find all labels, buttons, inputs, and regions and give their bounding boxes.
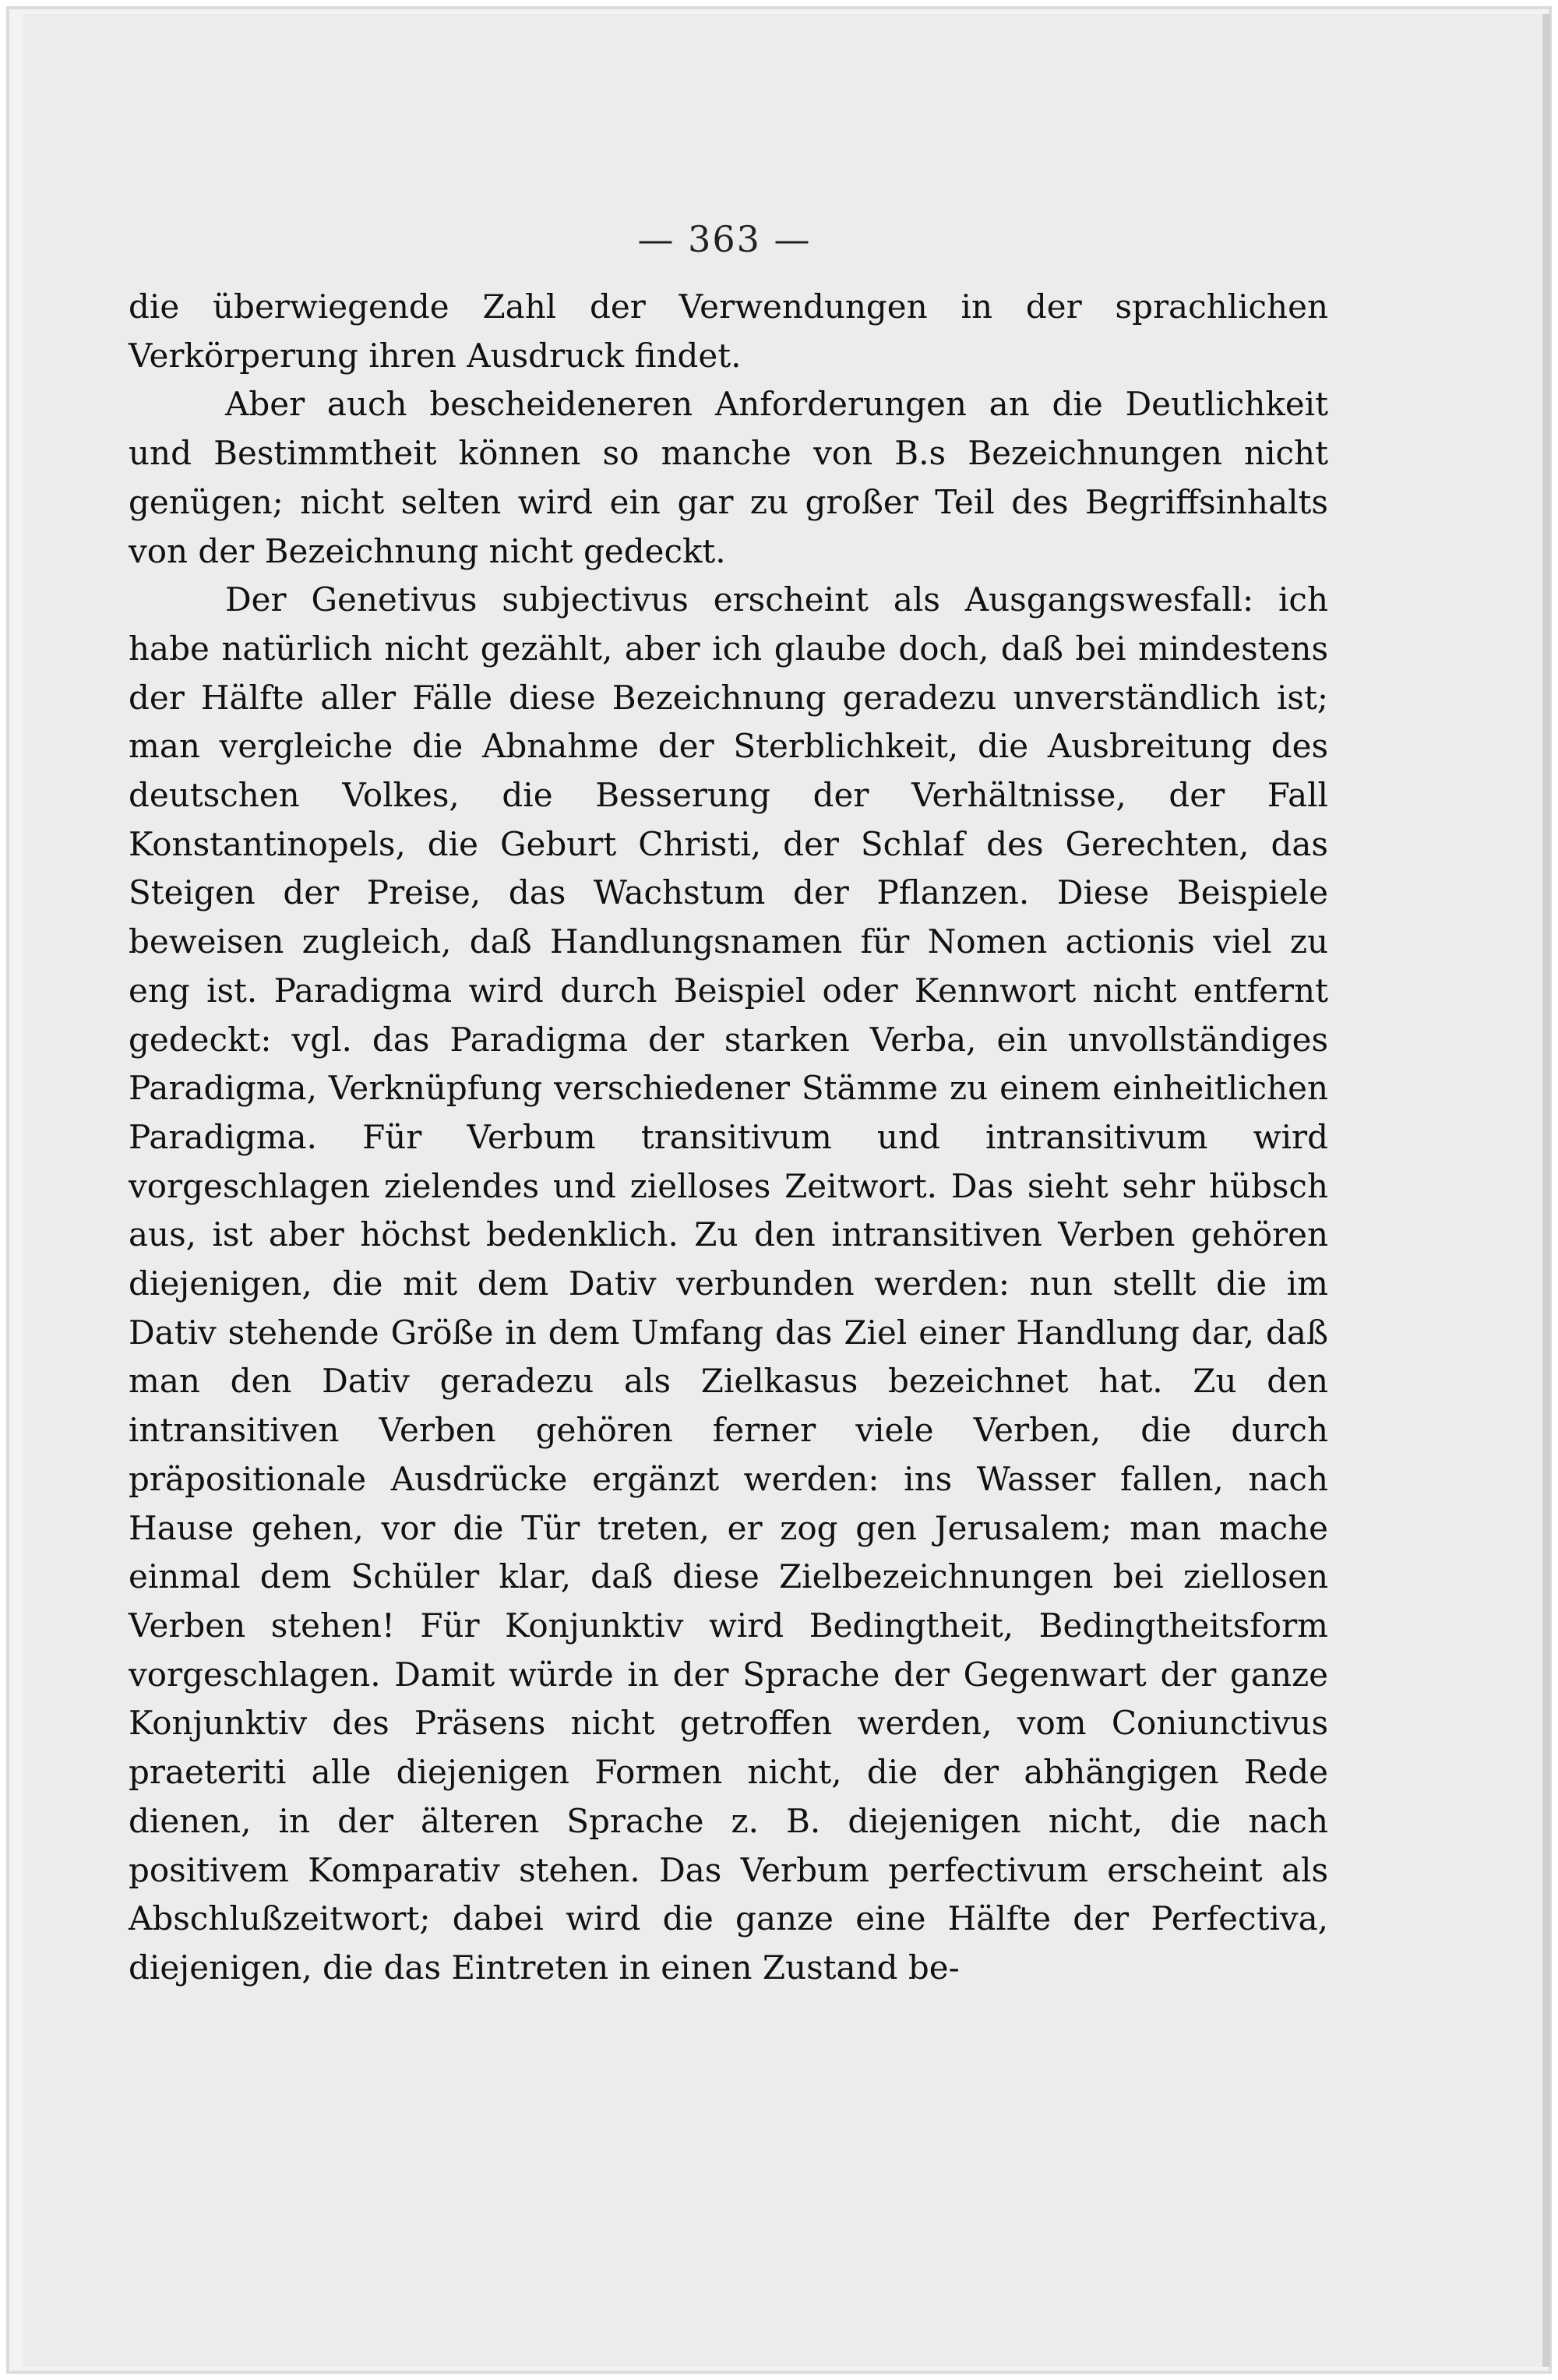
paragraph-3: Der Genetivus subjectivus erscheint als Ausgangswesfall: ich habe natürlich nicht gezählt, aber ich glaube doch, daß bei mindestens der Hälfte aller Fälle diese Bezeichnung geradezu unverständlich ist; man vergleiche die Abnahme der Sterblichkeit, die Ausbreitung des deutschen Volkes, die Besserung der Verhältnisse, der Fall Konstantinopels, die Geburt Christi, der Schlaf des Gerechten, das Steigen der Preise, das Wachstum der Pflanzen. Diese Beispiele beweisen zugleich, daß Handlungsnamen für Nomen actionis viel zu eng ist. Paradigma wird durch Beispiel oder Kennwort nicht entfernt gedeckt: vgl. das Paradigma der starken Verba, ein unvollständiges Paradigma, Verknüpfung verschiedener Stämme zu einem einheitlichen Paradigma. Für Verbum transitivum und intransitivum wird vorgeschlagen zielendes und zielloses Zeitwort. Das sieht sehr hübsch aus, ist aber höchst bedenklich. Zu den intransitiven Verben gehören diejenigen, die mit dem Dativ verbunden werden: nun stellt die im Dativ stehende Größe in dem Umfang das Ziel einer Handlung dar, daß man den Dativ geradezu als Zielkasus bezeichnet hat. Zu den intransitiven Verben gehören ferner viele Verben, die durch präpositionale Ausdrücke ergänzt werden: ins Wasser fallen, nach Hause gehen, vor die Tür treten, er zog gen Jerusalem; man mache einmal dem Schüler klar, daß diese Zielbezeichnungen bei ziellosen Verben stehen! Für Konjunktiv wird Bedingtheit, Bedingtheitsform vorgeschlagen. Damit würde in der Sprache der Gegenwart der ganze Konjunktiv des Präsens nicht getroffen werden, vom Coniunctivus praeteriti alle diejenigen Formen nicht, die der abhängigen Rede dienen, in der älteren Sprache z. B. diejenigen nicht, die nach positivem Komparativ stehen. Das Verbum perfectivum erscheint als Abschlußzeitwort; dabei wird die ganze eine Hälfte der Perfectiva, diejenigen, die das Eintreten in einen Zustand be- [129, 580, 1328, 1987]
body-text [129, 283, 1328, 1993]
paragraph-1: die überwiegende Zahl der Verwendungen in der sprachlichen Verkörperung ihren Ausdruck findet. [129, 287, 1328, 375]
page-number: — 363 — [637, 218, 812, 260]
book-page [23, 14, 1550, 2367]
paragraph-2: Aber auch bescheideneren Anforderungen an die Deutlichkeit und Bestimmtheit können so manche von B.s Bezeichnungen nicht genügen; nicht selten wird ein gar zu großer Teil des Begriffsinhalts von der Bezeichnung nicht gedeckt. [129, 385, 1328, 570]
